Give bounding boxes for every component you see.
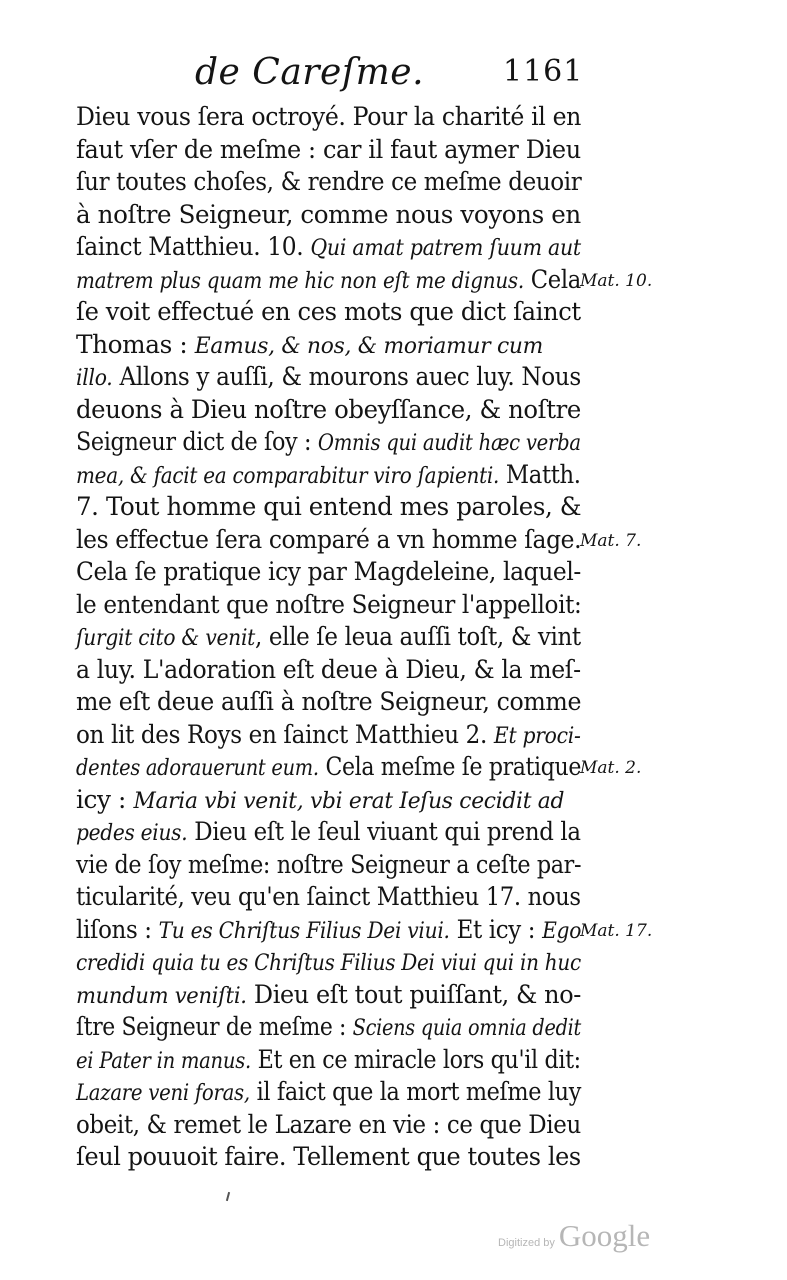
text-line bbox=[76, 914, 582, 947]
french-text: liſons : bbox=[76, 914, 159, 944]
latin-quote: Tu es Chriſtus Filius Dei viui. bbox=[158, 918, 450, 944]
french-text: ſeul pouuoit faire. Tellement que toutes les bbox=[76, 1142, 581, 1171]
latin-quote: mundum veniſti. bbox=[76, 983, 247, 1009]
latin-quote: Lazare veni foras, bbox=[76, 1081, 250, 1106]
latin-quote: ſurgit cito & venit bbox=[76, 626, 255, 651]
text-line bbox=[76, 946, 581, 979]
latin-quote: credidi quia tu es Chriſtus Filius Dei viui qui in huc bbox=[76, 951, 581, 976]
french-text: ſe voit effectué en ces mots que dict ſainct bbox=[76, 297, 581, 326]
text-line bbox=[76, 784, 581, 817]
french-text: Cela ſe pratique icy par Magdeleine, laquel- bbox=[76, 557, 581, 586]
text-line bbox=[76, 264, 581, 297]
text-line bbox=[76, 816, 581, 849]
french-text: il faict que la mort meſme luy bbox=[249, 1077, 581, 1106]
french-text: Matth. bbox=[499, 459, 581, 489]
french-text: Et en ce miracle lors qu'il dit: bbox=[250, 1044, 581, 1074]
french-text: ſtre Seigneur de meſme : bbox=[76, 1012, 353, 1041]
text-line bbox=[76, 881, 581, 914]
french-text: icy : bbox=[76, 784, 134, 814]
margin-reference: Mat. 10. bbox=[580, 270, 653, 291]
text-line bbox=[76, 134, 581, 167]
text-line bbox=[76, 751, 582, 784]
latin-quote: Eamus, & nos, & moriamur cum bbox=[194, 333, 543, 359]
text-line bbox=[76, 459, 581, 492]
text-line bbox=[76, 556, 581, 589]
latin-quote: dentes adorauerunt eum. bbox=[76, 756, 319, 781]
french-text: ſainct Matthieu. 10. bbox=[76, 232, 311, 261]
text-line bbox=[76, 524, 582, 557]
french-text: obeit, & remet le Lazare en vie : ce que Dieu bbox=[76, 1109, 581, 1139]
french-text: Seigneur dict de ſoy : bbox=[76, 427, 318, 456]
french-text: Thomas : bbox=[76, 329, 195, 359]
french-text: a luy. L'adoration eſt deue à Dieu, & la meſ- bbox=[76, 654, 581, 684]
text-line bbox=[76, 101, 581, 134]
page-number: 1161 bbox=[503, 54, 584, 89]
french-text: 7. Tout homme qui entend mes paroles, & bbox=[76, 492, 582, 521]
latin-quote: Sciens quia omnia dedit bbox=[352, 1016, 582, 1041]
text-line bbox=[76, 849, 582, 882]
french-text: ſur toutes choſes, & rendre ce meſme deuoir bbox=[76, 167, 582, 196]
text-line bbox=[76, 1044, 581, 1077]
latin-quote: pedes eius. bbox=[76, 821, 188, 846]
french-text: Dieu eſt tout puiſſant, & no- bbox=[246, 979, 581, 1009]
text-line bbox=[76, 1076, 581, 1109]
margin-reference: Mat. 7. bbox=[580, 530, 642, 551]
text-line bbox=[76, 361, 581, 394]
latin-quote: illo. bbox=[76, 366, 113, 391]
text-line bbox=[76, 589, 582, 622]
watermark-small: Digitized by bbox=[498, 1237, 555, 1249]
text-line bbox=[76, 719, 581, 752]
text-line bbox=[76, 199, 581, 232]
french-text: ticularité, veu qu'en ſainct Matthieu 17. nous bbox=[76, 882, 581, 911]
margin-reference: Mat. 17. bbox=[580, 920, 653, 941]
latin-quote: Qui amat patrem ſuum aut bbox=[310, 236, 581, 261]
latin-quote: ei Pater in manus. bbox=[76, 1048, 251, 1074]
french-text: , elle ſe leua auſſi toſt, & vint bbox=[254, 622, 581, 651]
margin-reference: Mat. 2. bbox=[580, 758, 642, 778]
google-watermark bbox=[498, 1218, 650, 1254]
latin-quote: Maria vbi venit, vbi erat Ieſus cecidit ad bbox=[133, 788, 565, 814]
french-text: on lit des Roys en ſainct Matthieu 2. bbox=[76, 719, 494, 749]
french-text: me eſt deue auſſi à noſtre Seigneur, comme bbox=[76, 687, 582, 716]
text-line bbox=[76, 621, 581, 654]
french-text: Allons y auſſi, & mourons auec luy. Nous bbox=[112, 362, 581, 391]
latin-quote: Ego bbox=[542, 918, 582, 944]
french-text: les effectue ſera comparé a vn homme ſage. bbox=[76, 524, 582, 554]
french-text: Cela meſme ſe pratique bbox=[318, 752, 582, 781]
french-text: le entendant que noſtre Seigneur l'appelloit: bbox=[76, 589, 582, 619]
french-text: Et icy : bbox=[449, 914, 543, 944]
french-text: Dieu vous ſera octroyé. Pour la charité il en bbox=[76, 102, 581, 131]
latin-quote: mea, & facit ea comparabitur viro ſapienti. bbox=[76, 463, 500, 489]
text-line bbox=[76, 231, 581, 264]
text-line bbox=[76, 329, 581, 362]
ink-speck bbox=[226, 1192, 230, 1201]
latin-quote: Omnis qui audit hæc verba bbox=[317, 431, 581, 456]
text-line bbox=[76, 394, 581, 427]
latin-quote: matrem plus quam me hic non eſt me dignus. bbox=[76, 268, 524, 294]
french-text: Cela bbox=[523, 264, 581, 294]
french-text: deuons à Dieu noſtre obeyſſance, & noſtre bbox=[76, 394, 581, 424]
french-text: vie de ſoy meſme: noſtre Seigneur a ceſte par- bbox=[76, 849, 582, 879]
french-text: Dieu eſt le ſeul viuant qui prend la bbox=[187, 817, 581, 846]
french-text: faut vſer de meſme : car il faut aymer Dieu bbox=[76, 134, 581, 164]
text-line bbox=[76, 1109, 581, 1142]
running-head: de Careſme. bbox=[195, 52, 425, 93]
text-line bbox=[76, 1011, 582, 1044]
text-line bbox=[76, 686, 582, 719]
french-text: à noſtre Seigneur, comme nous voyons en bbox=[76, 199, 581, 229]
text-line bbox=[76, 1141, 581, 1174]
text-line bbox=[76, 979, 581, 1012]
text-line bbox=[76, 166, 582, 199]
latin-quote: Et proci- bbox=[493, 723, 581, 749]
text-line bbox=[76, 296, 581, 329]
text-line bbox=[76, 491, 582, 524]
watermark-logo: Google bbox=[558, 1218, 651, 1253]
text-line bbox=[76, 426, 581, 459]
body-text bbox=[76, 101, 586, 1174]
text-line bbox=[76, 654, 581, 687]
